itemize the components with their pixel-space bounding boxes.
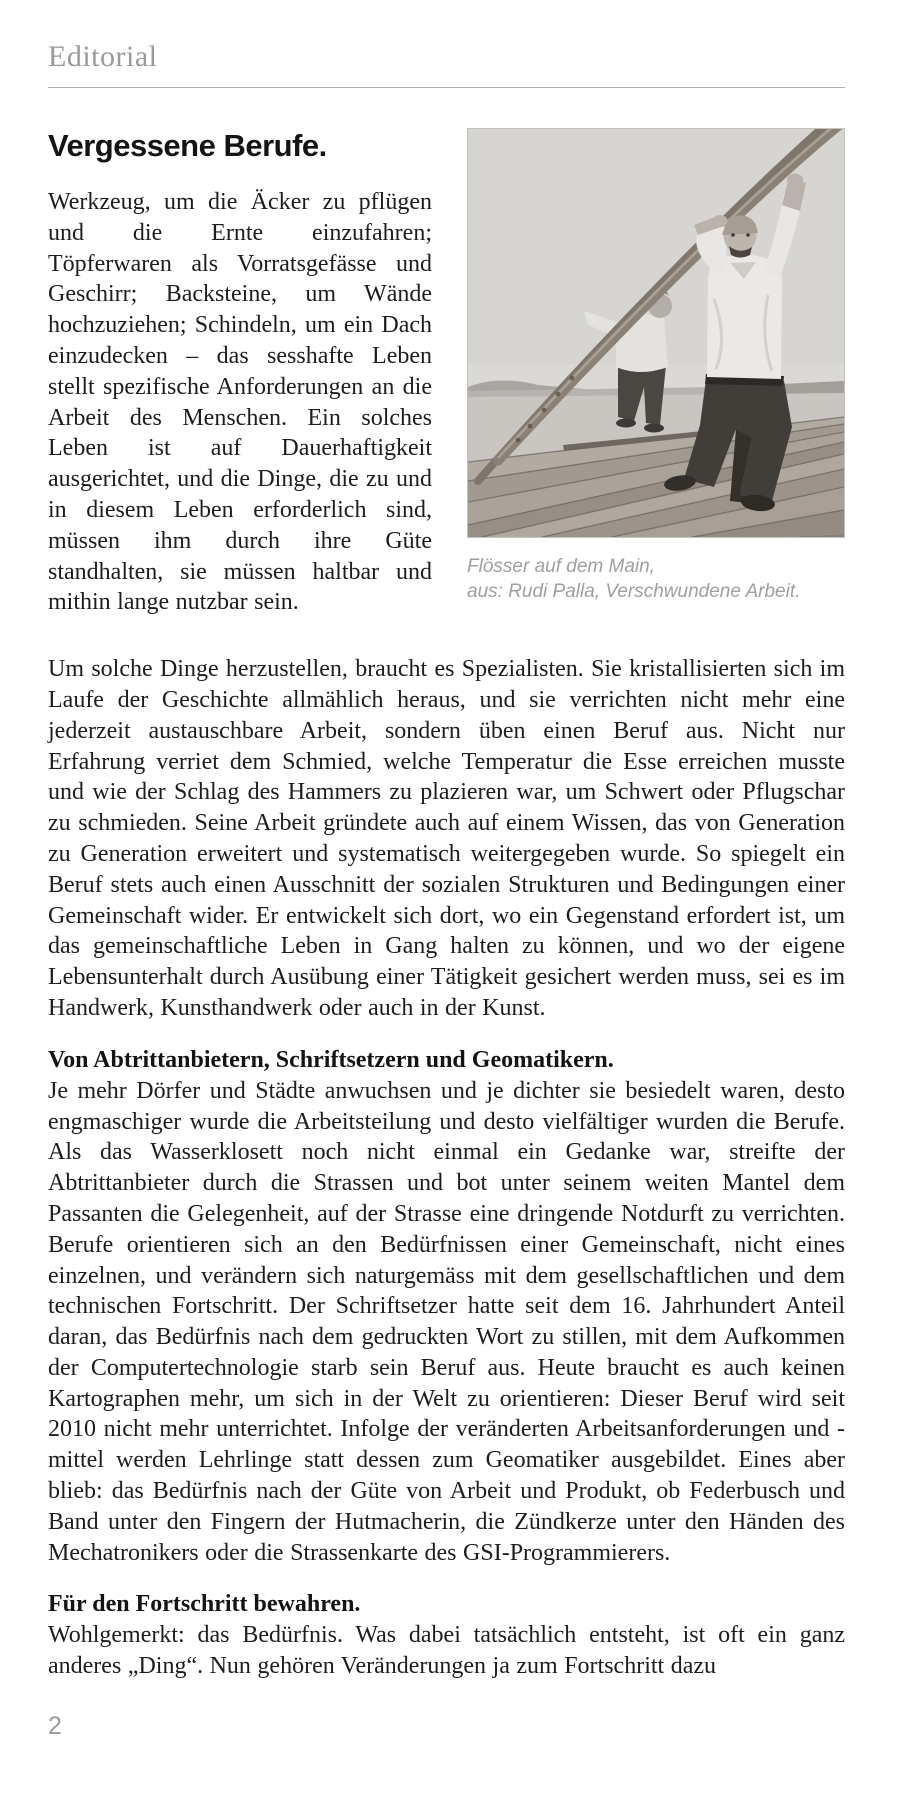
subheading-progress: Für den Fortschritt bewahren.	[48, 1591, 361, 1618]
raftsmen-figure	[467, 128, 845, 604]
paragraph-specialists: Um solche Dinge herzustellen, braucht es Spezialisten. Sie kristallisierten sich im Laufe der Geschichte allmählich heraus, und sie verrichten nicht mehr eine jederzeit austauschbare Arbeit, sondern üben einen Beruf aus. Nicht nur Erfahrung verriet dem Schmied, welche Temperatur die Esse erreichen musste und wie der Schlag des Hammers zu plazieren war, um Schwert oder Pflugschar zu schmieden. Seine Arbeit gründete auch auf einem Wissen, das von Generation zu Generation erweitert und systematisch weitergegeben wurde. So spiegelt ein Beruf stets auch einen Ausschnitt der sozialen Strukturen und Bedingungen einer Gemeinschaft wider. Er entwickelt sich dort, wo ein Gegenstand erfordert ist, um das gemeinschaftliche Leben in Gang halten zu können, und wo der eigene Lebensunterhalt durch Ausübung einer Tätigkeit gesichert werden muss, sei es im Handwerk, Kunsthandwerk oder auch in der Kunst.	[48, 656, 845, 1021]
intro-column	[48, 128, 432, 618]
photo-caption-line1: Flösser auf dem Main,	[467, 556, 655, 577]
article-title: Vergessene Berufe.	[48, 128, 327, 163]
section-title: Editorial	[48, 40, 845, 88]
top-section	[48, 128, 845, 618]
raftsmen-photo	[467, 128, 845, 538]
paragraph-progress: Wohlgemerkt: das Bedürfnis. Was dabei tatsächlich entsteht, ist oft ein ganz anderes „Ding“. Nun gehören Veränderungen ja zum Fortschritt dazu	[48, 1622, 845, 1680]
intro-paragraph: Werkzeug, um die Äcker zu pflügen und die Ernte einzufahren; Töpferwaren als Vorratsgefässe und Geschirr; Backsteine, um Wände hochzuziehen; Schindeln, um ein Dach einzudecken – das sesshafte Leben stellt spezifische Anforderungen an die Arbeit des Menschen. Ein solches Leben ist auf Dauerhaftigkeit ausgerichtet, und die Dinge, die zu und in diesem Leben erforderlich sind, müssen ihm durch ihre Güte standhalten, sie müssen haltbar und mithin lange nutzbar sein.	[48, 189, 432, 616]
subheading-professions: Von Abtrittanbietern, Schriftsetzern und Geomatikern.	[48, 1046, 614, 1073]
paragraph-professions: Je mehr Dörfer und Städte anwuchsen und je dichter sie besiedelt waren, desto engmaschiger wurde die Arbeitsteilung und desto vielfältiger wurden die Berufe. Als das Wasserklosett noch nicht einmal ein Gedanke war, streifte der Abtrittanbieter durch die Strassen und bot unter seinem weiten Mantel dem Passanten die Gelegenheit, auf der Strasse eine dringende Notdurft zu verrichten. Berufe orientieren sich an den Bedürfnissen einer Gemeinschaft, nicht eines einzelnen, und verändern sich naturgemäss mit dem gesellschaftlichen und dem technischen Fortschritt. Der Schriftsetzer hatte seit dem 16. Jahrhundert Anteil daran, das Bedürfnis nach dem gedruckten Wort zu stillen, mit dem Aufkommen der Computertechnologie starb sein Beruf aus. Heute braucht es auch keinen Kartographen mehr, um sich in der Welt zu orientieren: Dieser Beruf wird seit 2010 nicht mehr unterrichtet. Infolge der veränderten Arbeitsanforderungen und -mittel werden Lehrlinge statt dessen zum Geomatiker ausgebildet. Eines aber blieb: das Bedürfnis nach der Güte von Arbeit und Produkt, ob Federbusch und Band unter den Fingern der Hutmacherin, die Zündkerze unter den Händen des Mechatronikers oder die Strassenkarte des GSI-Programmierers.	[48, 1077, 845, 1566]
photo-caption	[467, 554, 845, 604]
raftsmen-photo-illustration	[468, 129, 844, 537]
photo-caption-line2: aus: Rudi Palla, Verschwundene Arbeit.	[467, 581, 801, 602]
page-number: 2	[48, 1712, 62, 1741]
